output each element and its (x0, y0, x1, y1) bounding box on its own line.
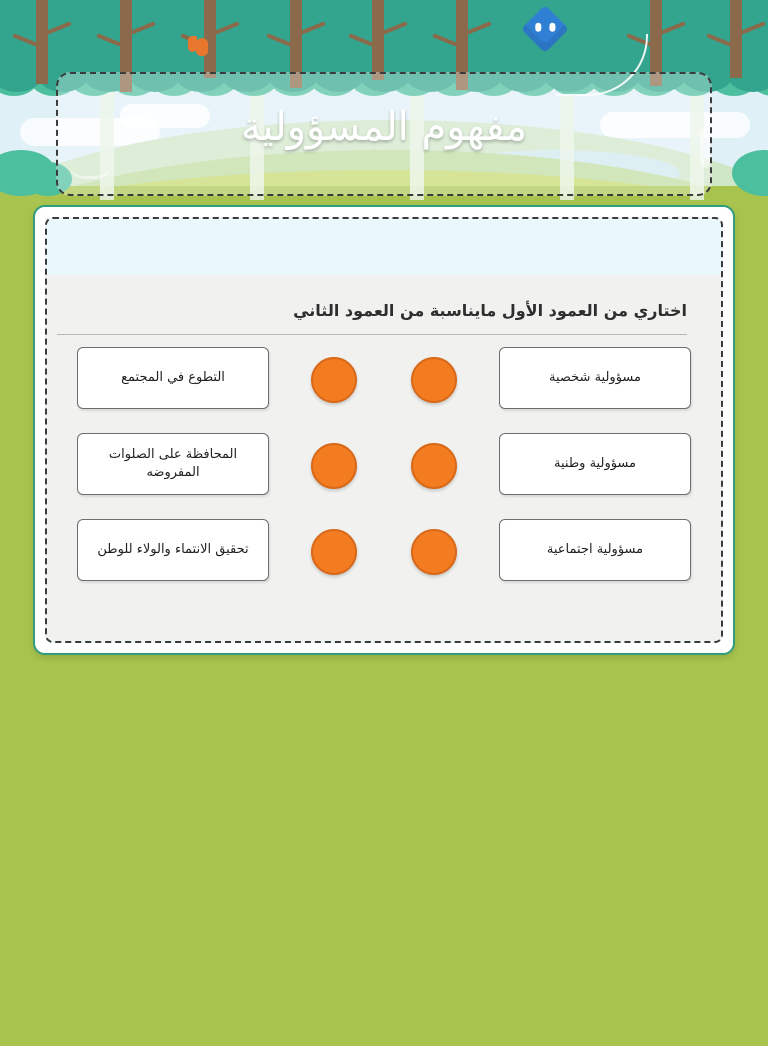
match-label-box: مسؤولية وطنية (499, 433, 691, 495)
match-label-box: تحقيق الانتماء والولاء للوطن (77, 519, 269, 581)
match-dot[interactable] (411, 443, 457, 489)
match-dot[interactable] (311, 529, 357, 575)
tree-icon (372, 0, 384, 80)
tree-icon (730, 0, 742, 78)
list-item (77, 519, 357, 581)
worksheet-inner (45, 217, 723, 643)
match-label-box: مسؤولية اجتماعية (499, 519, 691, 581)
list-item (411, 347, 691, 409)
match-dot[interactable] (311, 357, 357, 403)
instruction-text: اختاري من العمود الأول مايناسبة من العمود الثاني (293, 301, 687, 320)
matching-columns (77, 347, 691, 581)
page-title: مفهوم المسؤولية (240, 104, 528, 150)
column-two (77, 347, 357, 581)
squirrel-icon (196, 38, 208, 56)
match-dot[interactable] (311, 443, 357, 489)
list-item (77, 433, 357, 495)
divider (57, 334, 687, 335)
list-item (411, 519, 691, 581)
match-dot[interactable] (411, 357, 457, 403)
list-item (77, 347, 357, 409)
match-label-box: التطوع في المجتمع (77, 347, 269, 409)
worksheet-card (33, 205, 735, 655)
match-label-box: المحافظة على الصلوات المفروضه (77, 433, 269, 495)
match-label-box: مسؤولية شخصية (499, 347, 691, 409)
title-card (56, 72, 712, 196)
match-dot[interactable] (411, 529, 457, 575)
column-one (411, 347, 691, 581)
list-item (411, 433, 691, 495)
tree-icon (36, 0, 48, 84)
